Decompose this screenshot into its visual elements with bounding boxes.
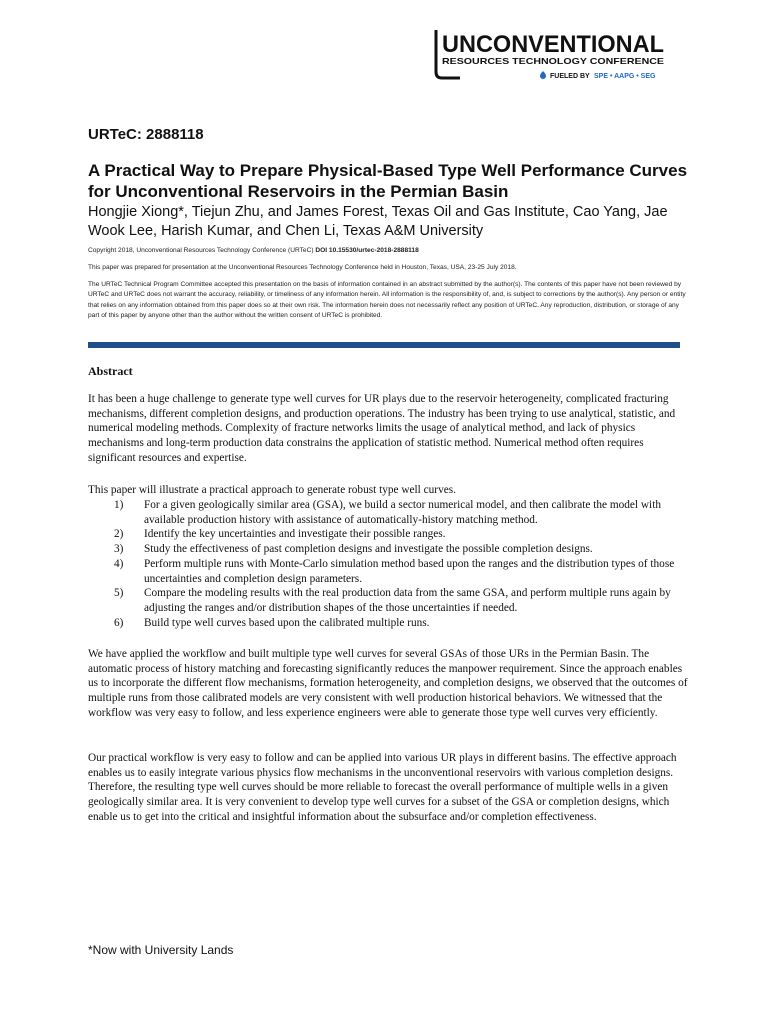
section-divider [88, 342, 680, 348]
list-item [88, 542, 688, 557]
logo-line2: RESOURCES TECHNOLOGY CONFERENCE [442, 56, 665, 66]
footnote: *Now with University Lands [88, 943, 234, 957]
logo-orgs: SPE • AAPG • SEG [594, 73, 656, 80]
authors: Hongjie Xiong*, Tiejun Zhu, and James Forest, Texas Oil and Gas Institute, Cao Yang, Jae Wook Lee, Harish Kumar, and Chen Li, Texas A&M University [88, 204, 668, 239]
committee-disclaimer: The URTeC Technical Program Committee accepted this presentation on the basis of information contained in an abstract submitted by the author(s). The contents of this paper have not been reviewed by URTeC and URTeC does not warrant the accuracy, reliability, or timeliness of any information herein. All information is the responsibility of, and, is subject to corrections by the author(s). Any person or entity that relies on any information obtained from this paper does so at their own risk. The information herein does not necessarily reflect any position of URTeC. Any reproduction, distribution, or storage of any part of this paper by anyone other than the author without the written consent of URTeC is prohibited. [88, 281, 686, 319]
list-item [88, 616, 688, 631]
copyright-notice [88, 246, 688, 256]
paper-id: URTeC: 2888118 [88, 126, 204, 143]
list-item [88, 498, 688, 527]
logo-line1: UNCONVENTIONAL [442, 31, 664, 58]
abstract-paragraph-2: This paper will illustrate a practical approach to generate robust type well curves. [88, 484, 456, 496]
conference-logo [430, 28, 670, 84]
step-number: 2) [114, 528, 124, 541]
workflow-steps [88, 498, 688, 630]
step-number: 3) [114, 543, 124, 556]
presentation-notice: This paper was prepared for presentation at the Unconventional Resources Technology Conference held in Houston, Texas, USA, 23-25 July 2018. [88, 264, 517, 271]
step-text: Compare the modeling results with the real production data from the same GSA, and perform multiple runs again by adjusting the ranges and/or distribution shapes of the those uncertainties if needed. [144, 587, 671, 614]
paper-title: A Practical Way to Prepare Physical-Based Type Well Performance Curves for Unconventional Reservoirs in the Permian Basin [88, 161, 688, 201]
logo-fueled-by: FUELED BY [550, 73, 590, 80]
list-item [88, 586, 688, 615]
abstract-paragraph-1: It has been a huge challenge to generate type well curves for UR plays due to the reservoir heterogeneity, complicated fracturing mechanisms, different completion designs, and production operations. The industry has been trying to use analytical, statistic, and numerical modeling methods. Complexity of fracture networks limits the usage of analytical method, and lack of physics mechanisms and long-term production data constrains the application of statistic method. Numerical method often requires significant resources and expertise. [88, 393, 676, 464]
copyright-text: Copyright 2018, Unconventional Resources Technology Conference (URTeC) [88, 247, 316, 254]
drop-icon [540, 71, 546, 79]
step-text: Perform multiple runs with Monte-Carlo simulation method based upon the ranges and the distribution types of those uncertainties and completion design parameters. [144, 557, 675, 585]
step-number: 6) [114, 616, 124, 629]
step-text: Build type well curves based upon the calibrated multiple runs. [144, 616, 430, 629]
doi: DOI 10.15530/urtec-2018-2888118 [315, 247, 419, 254]
step-text: Study the effectiveness of past completion designs and investigate the possible completion designs. [144, 543, 593, 556]
logo-graphic [430, 28, 670, 84]
step-text: For a given geologically similar area (GSA), we build a sector numerical model, and then calibrate the model with available production history with assistance of automatically-history matching method. [144, 499, 661, 526]
list-item [88, 557, 688, 586]
step-number: 4) [114, 557, 124, 570]
abstract-paragraph-3: We have applied the workflow and built multiple type well curves for several GSAs of those URs in the Permian Basin. The automatic process of history matching and forecasting significantly reduces the manpower requirement. Since the approach enables us to incorporate the different flow mechanisms, formation heterogeneity, and completion designs, we observed that the outcomes of multiple runs from those calibrated models are very consistent with well production historical behaviors. We witnessed that the workflow was very easy to follow, and less experience engineers were able to generate those type well curves very efficiently. [88, 648, 688, 719]
abstract-paragraph-4: Our practical workflow is very easy to follow and can be applied into various UR plays in different basins. The effective approach enables us to easily integrate various physics flow mechanisms in the unconventional reservoirs with various completion designs. Therefore, the resulting type well curves should be more reliable to forecast the overall performance of multiple wells in a given geologically similar area. It is very convenient to develop type well curves for a subset of the GSA or completion designs, which enable us to get into the critical and insightful information about the subsurface and/or completion effectiveness. [88, 752, 677, 823]
step-number: 5) [114, 587, 124, 600]
list-item [88, 527, 688, 542]
step-number: 1) [114, 499, 124, 511]
abstract-heading: Abstract [88, 364, 133, 378]
step-text: Identify the key uncertainties and investigate their possible ranges. [144, 528, 446, 541]
